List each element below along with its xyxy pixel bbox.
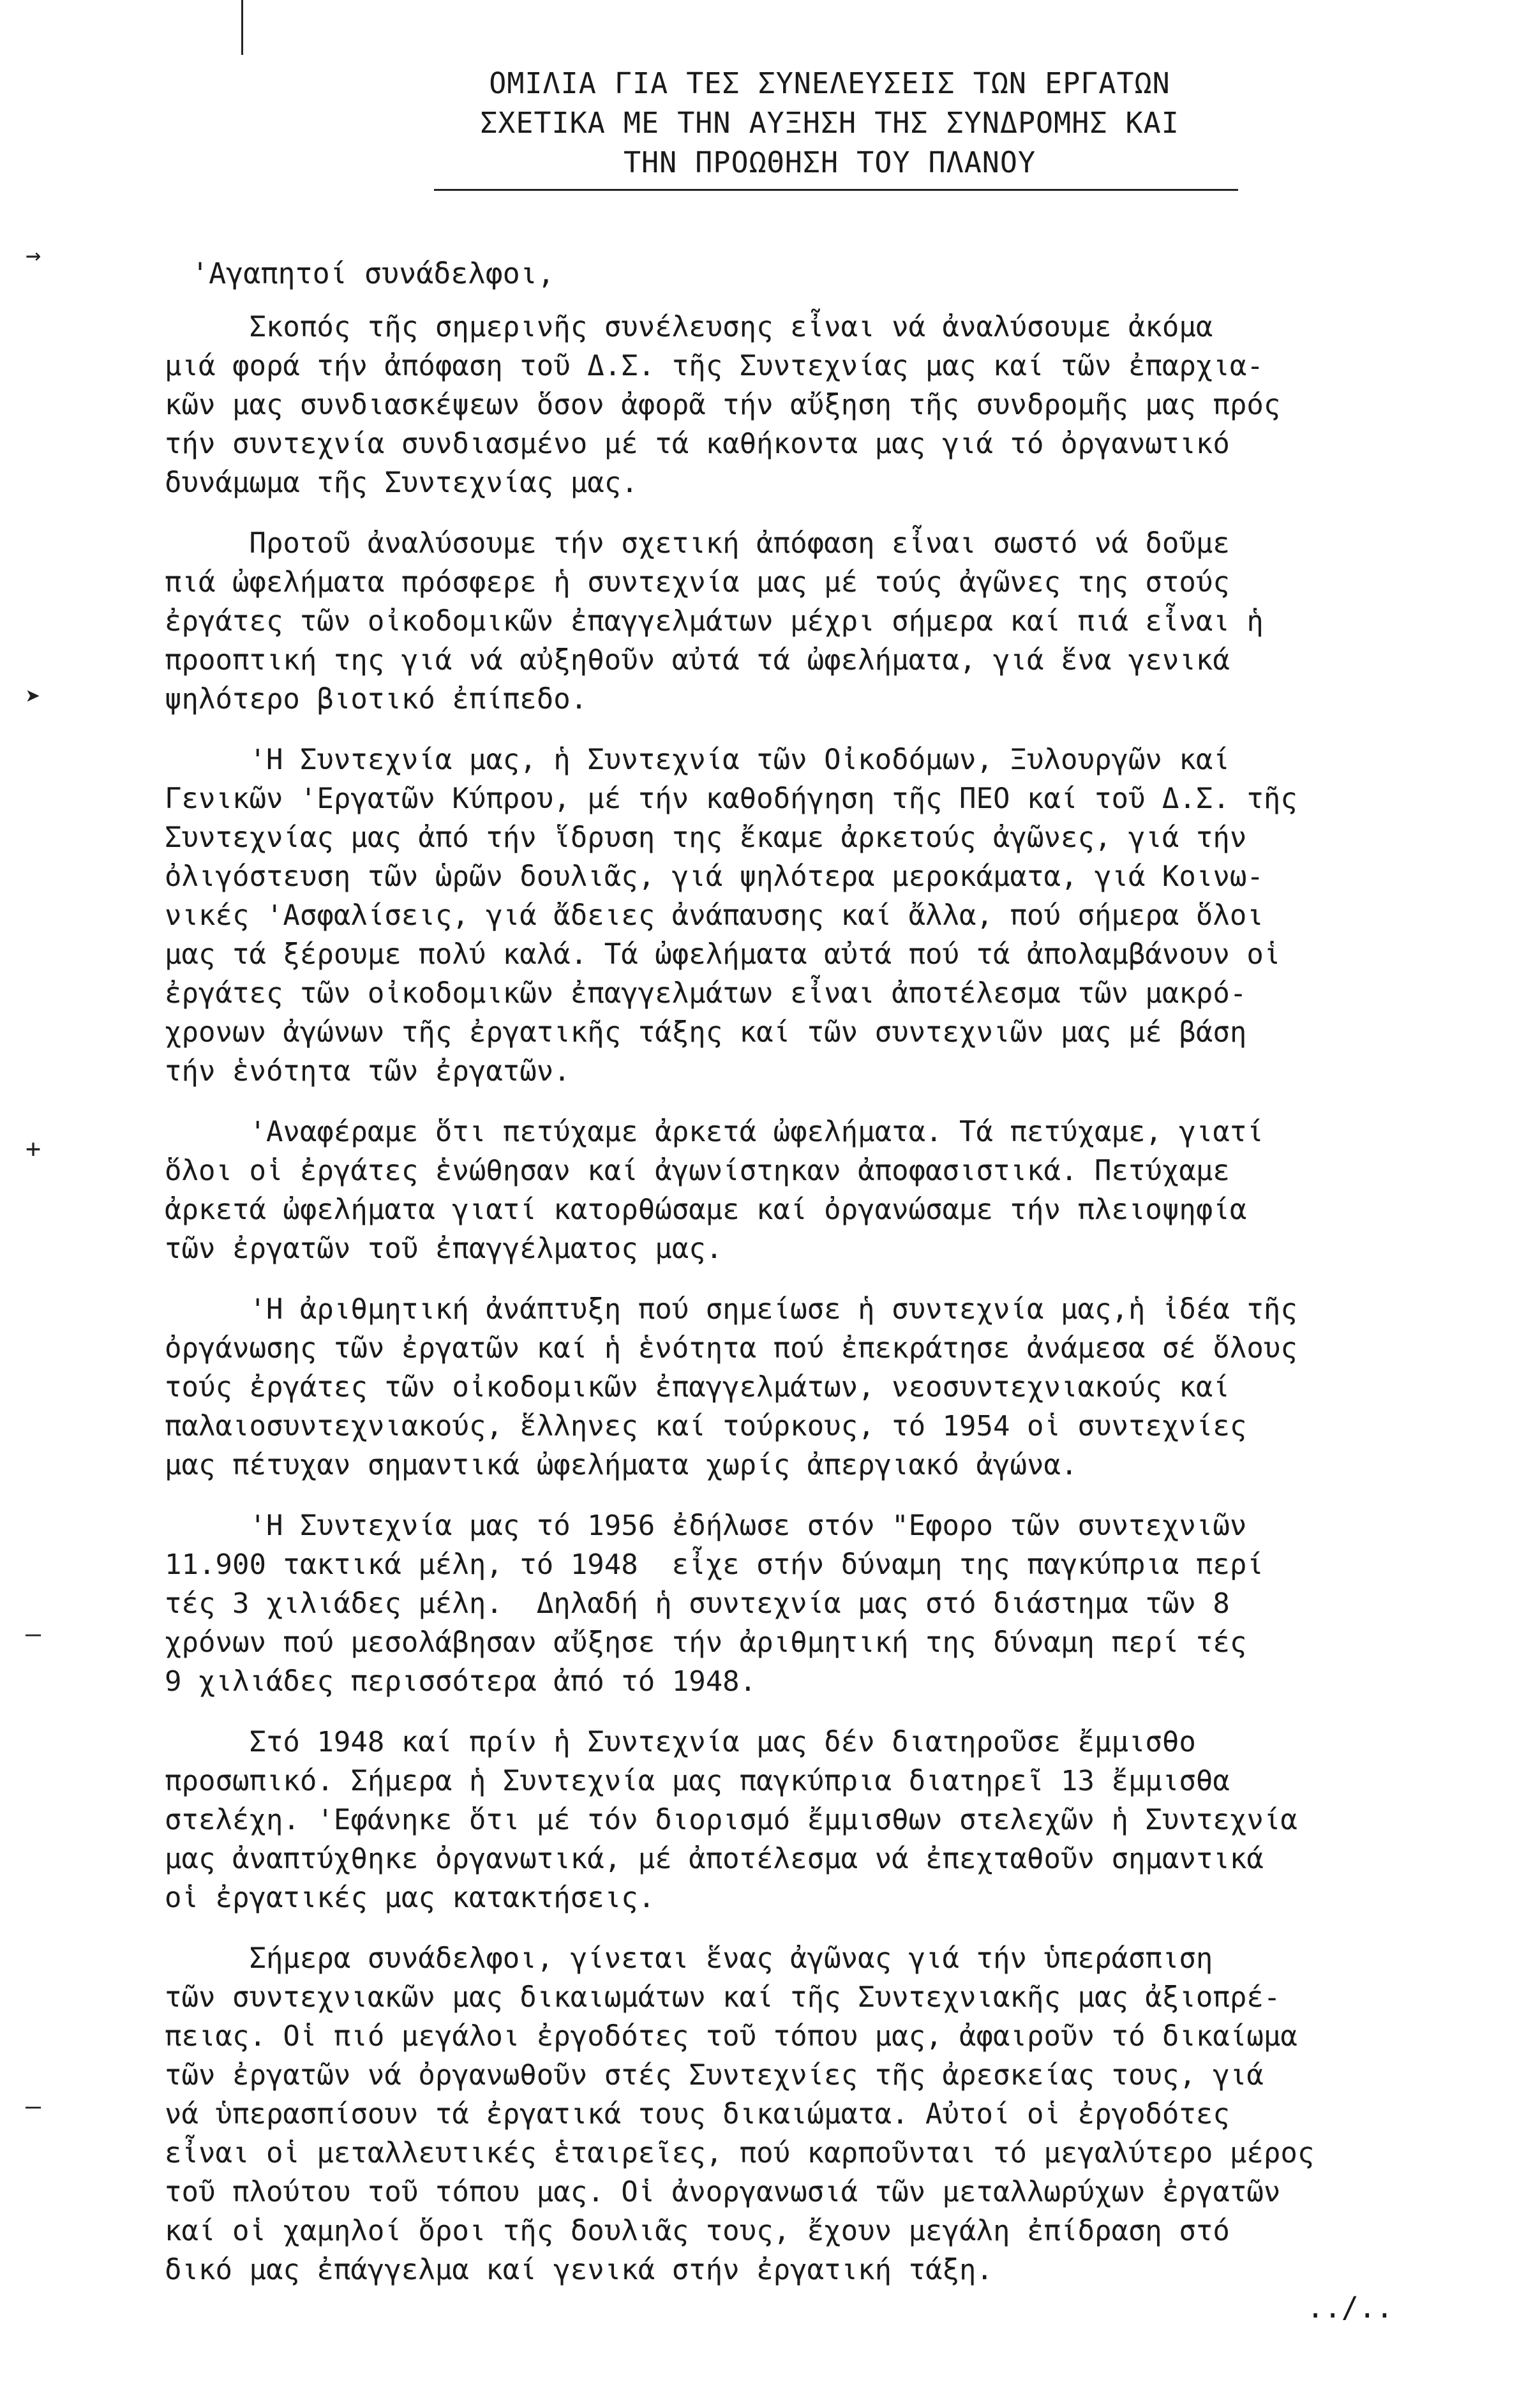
- text-line: τοῦ πλούτου τοῦ τόπου μας. Οἱ ἀνοργανωσιά τῶν μεταλλωρύχων ἐργατῶν: [165, 2176, 1281, 2208]
- text-line: καί οἱ χαμηλοί ὅροι τῆς δουλιᾶς τους, ἔχουν μεγάλη ἐπίδραση στό: [165, 2215, 1230, 2247]
- text-line: τῶν συντεχνιακῶν μας δικαιωμάτων καί τῆς Συντεχνιακῆς μας ἀξιοπρέ-: [165, 1981, 1281, 2014]
- text-line: νά ὑπερασπίσουν τά ἐργατικά τους δικαιώματα. Αὐτοί οἱ ἐργοδότες: [165, 2098, 1230, 2131]
- vertical-rule: [241, 0, 243, 55]
- text-line: δυνάμωμα τῆς Συντεχνίας μας.: [165, 467, 638, 499]
- text-line: οἱ ἐργατικές μας κατακτήσεις.: [165, 1882, 655, 1914]
- text-line: τές 3 χιλιάδες μέλη. Δηλαδή ἡ συντεχνία μας στό διάστημα τῶν 8: [165, 1587, 1230, 1620]
- margin-pointer-mark: ➤: [26, 682, 41, 712]
- margin-dash-mark: –: [26, 1619, 41, 1649]
- text-line: Συντεχνίας μας ἀπό τήν ἵδρυση της ἔκαμε ἀρκετούς ἀγῶνες, γιά τήν: [165, 821, 1247, 854]
- title-underline: [434, 189, 1238, 191]
- document-title: [421, 64, 1238, 183]
- paragraph: [165, 1112, 1441, 1268]
- text-line: 9 χιλιάδες περισσότερα ἀπό τό 1948.: [165, 1665, 757, 1698]
- text-line: δικό μας ἐπάγγελμα καί γενικά στήν ἐργατική τάξη.: [165, 2254, 994, 2286]
- text-line: μας τά ξέρουμε πολύ καλά. Τά ὠφελήματα αὐτά πού τά ἀπολαμβάνουν οἱ: [165, 938, 1281, 971]
- text-line: στελέχη. 'Εφάνηκε ὅτι μέ τόν διορισμό ἔμμισθων στελεχῶν ἡ Συντεχνία: [165, 1804, 1297, 1836]
- text-line: τῶν ἐργατῶν νά ὀργανωθοῦν στές Συντεχνίες τῆς ἀρεσκείας τους, γιά: [165, 2059, 1264, 2092]
- text-line: ἐργάτες τῶν οἰκοδομικῶν ἐπαγγελμάτων εἶναι ἀποτέλεσμα τῶν μακρό-: [165, 977, 1247, 1010]
- text-line: εἶναι οἱ μεταλλευτικές ἑταιρεῖες, πού καρποῦνται τό μεγαλύτερο μέρος: [165, 2137, 1315, 2169]
- title-line: ΟΜΙΛΙΑ ΓΙΑ ΤΕΣ ΣΥΝΕΛΕΥΣΕΙΣ ΤΩΝ ΕΡΓΑΤΩΝ: [489, 66, 1170, 100]
- continuation-mark: ../..: [1306, 2291, 1393, 2325]
- text-line: 'Η Συντεχνία μας τό 1956 ἐδήλωσε στόν "Εφορο τῶν συντεχνιῶν: [165, 1509, 1247, 1542]
- paragraph: [165, 1506, 1441, 1701]
- text-line: μας ἀναπτύχθηκε ὀργανωτικά, μέ ἀποτέλεσμα νά ἐπεχταθοῦν σημαντικά: [165, 1843, 1264, 1875]
- text-line: πειας. Οἱ πιό μεγάλοι ἐργοδότες τοῦ τόπου μας, ἀφαιροῦν τό δικαίωμα: [165, 2020, 1297, 2053]
- paragraph: [165, 524, 1441, 719]
- paragraph: [165, 308, 1441, 502]
- margin-arrow-mark: →: [26, 241, 41, 270]
- text-line: τούς ἐργάτες τῶν οἰκοδομικῶν ἐπαγγελμάτων, νεοσυντεχνιακούς καί: [165, 1371, 1230, 1404]
- text-line: 'Η Συντεχνία μας, ἡ Συντεχνία τῶν Οἰκοδόμων, Ξυλουργῶν καί: [165, 744, 1230, 776]
- text-line: ἐργάτες τῶν οἰκοδομικῶν ἐπαγγελμάτων μέχρι σήμερα καί πιά εἶναι ἡ: [165, 605, 1264, 638]
- text-line: 'Αναφέραμε ὅτι πετύχαμε ἀρκετά ὠφελήματα. Τά πετύχαμε, γιατί: [165, 1116, 1264, 1148]
- text-line: ἀρκετά ὠφελήματα γιατί κατορθώσαμε καί ὀργανώσαμε τήν πλειοψηφία: [165, 1194, 1247, 1226]
- text-line: χρόνων πού μεσολάβησαν αὔξησε τήν ἀριθμητική της δύναμη περί τές: [165, 1626, 1247, 1659]
- title-line: ΤΗΝ ΠΡΟΩΘΗΣΗ ΤΟΥ ΠΛΑΝΟΥ: [623, 146, 1036, 179]
- letter-body: [165, 308, 1441, 2311]
- text-line: προσωπικό. Σήμερα ἡ Συντεχνία μας παγκύπρια διατηρεῖ 13 ἔμμισθα: [165, 1765, 1230, 1797]
- text-line: νικές 'Ασφαλίσεις, γιά ἄδειες ἀνάπαυσης καί ἄλλα, πού σήμερα ὅλοι: [165, 899, 1264, 932]
- text-line: Προτοῦ ἀναλύσουμε τήν σχετική ἀπόφαση εἶναι σωστό νά δοῦμε: [165, 527, 1230, 560]
- text-line: τήν συντεχνία συνδιασμένο μέ τά καθήκοντα μας γιά τό ὀργανωτικό: [165, 428, 1230, 460]
- paragraph: [165, 740, 1441, 1091]
- text-line: 11.900 τακτικά μέλη, τό 1948 εἶχε στήν δύναμη της παγκύπρια περί: [165, 1548, 1264, 1581]
- text-line: πιά ὠφελήματα πρόσφερε ἡ συντεχνία μας μέ τούς ἀγῶνες της στούς: [165, 566, 1230, 599]
- margin-dash-mark: –: [26, 2092, 41, 2121]
- paragraph: [165, 1723, 1441, 1917]
- title-line: ΣΧΕΤΙΚΑ ΜΕ ΤΗΝ ΑΥΞΗΣΗ ΤΗΣ ΣΥΝΔΡΟΜΗΣ ΚΑΙ: [480, 106, 1179, 140]
- salutation: 'Αγαπητοί συνάδελφοι,: [191, 257, 555, 290]
- text-line: Γενικῶν 'Εργατῶν Κύπρου, μέ τήν καθοδήγηση τῆς ΠΕΟ καί τοῦ Δ.Σ. τῆς: [165, 783, 1297, 815]
- margin-cross-mark: +: [26, 1134, 41, 1164]
- text-line: ψηλότερο βιοτικό ἐπίπεδο.: [165, 683, 588, 715]
- text-line: ὀλιγόστευση τῶν ὡρῶν δουλιᾶς, γιά ψηλότερα μεροκάματα, γιά Κοινω-: [165, 860, 1264, 893]
- text-line: κῶν μας συνδιασκέψεων ὅσον ἀφορᾶ τήν αὔξηση τῆς συνδρομῆς μας πρός: [165, 389, 1281, 421]
- text-line: τήν ἑνότητα τῶν ἐργατῶν.: [165, 1055, 571, 1088]
- text-line: παλαιοσυντεχνιακούς, ἕλληνες καί τούρκους, τό 1954 οἱ συντεχνίες: [165, 1410, 1247, 1442]
- text-line: προοπτική της γιά νά αὐξηθοῦν αὐτά τά ὠφελήματα, γιά ἕνα γενικά: [165, 644, 1230, 677]
- text-line: μιά φορά τήν ἀπόφαση τοῦ Δ.Σ. τῆς Συντεχνίας μας καί τῶν ἐπαρχια-: [165, 350, 1264, 382]
- text-line: Σήμερα συνάδελφοι, γίνεται ἕνας ἀγῶνας γιά τήν ὑπεράσπιση: [165, 1942, 1213, 1975]
- text-line: Στό 1948 καί πρίν ἡ Συντεχνία μας δέν διατηροῦσε ἔμμισθο: [165, 1726, 1196, 1758]
- text-line: ὀργάνωσης τῶν ἐργατῶν καί ἡ ἑνότητα πού ἐπεκράτησε ἀνάμεσα σέ ὅλους: [165, 1332, 1297, 1365]
- text-line: χρονων ἀγώνων τῆς ἐργατικῆς τάξης καί τῶν συντεχνιῶν μας μέ βάση: [165, 1016, 1247, 1049]
- text-line: Σκοπός τῆς σημερινῆς συνέλευσης εἶναι νά ἀναλύσουμε ἀκόμα: [165, 311, 1213, 343]
- paragraph: [165, 1290, 1441, 1485]
- text-line: 'Η ἀριθμητική ἀνάπτυξη πού σημείωσε ἡ συντεχνία μας,ἡ ἰδέα τῆς: [165, 1293, 1297, 1326]
- text-line: ὅλοι οἱ ἐργάτες ἑνώθησαν καί ἀγωνίστηκαν ἀποφασιστικά. Πετύχαμε: [165, 1155, 1230, 1187]
- text-line: τῶν ἐργατῶν τοῦ ἐπαγγέλματος μας.: [165, 1232, 723, 1265]
- paragraph: [165, 1939, 1441, 2289]
- text-line: μας πέτυχαν σημαντικά ὠφελήματα χωρίς ἀπεργιακό ἀγώνα.: [165, 1449, 1078, 1481]
